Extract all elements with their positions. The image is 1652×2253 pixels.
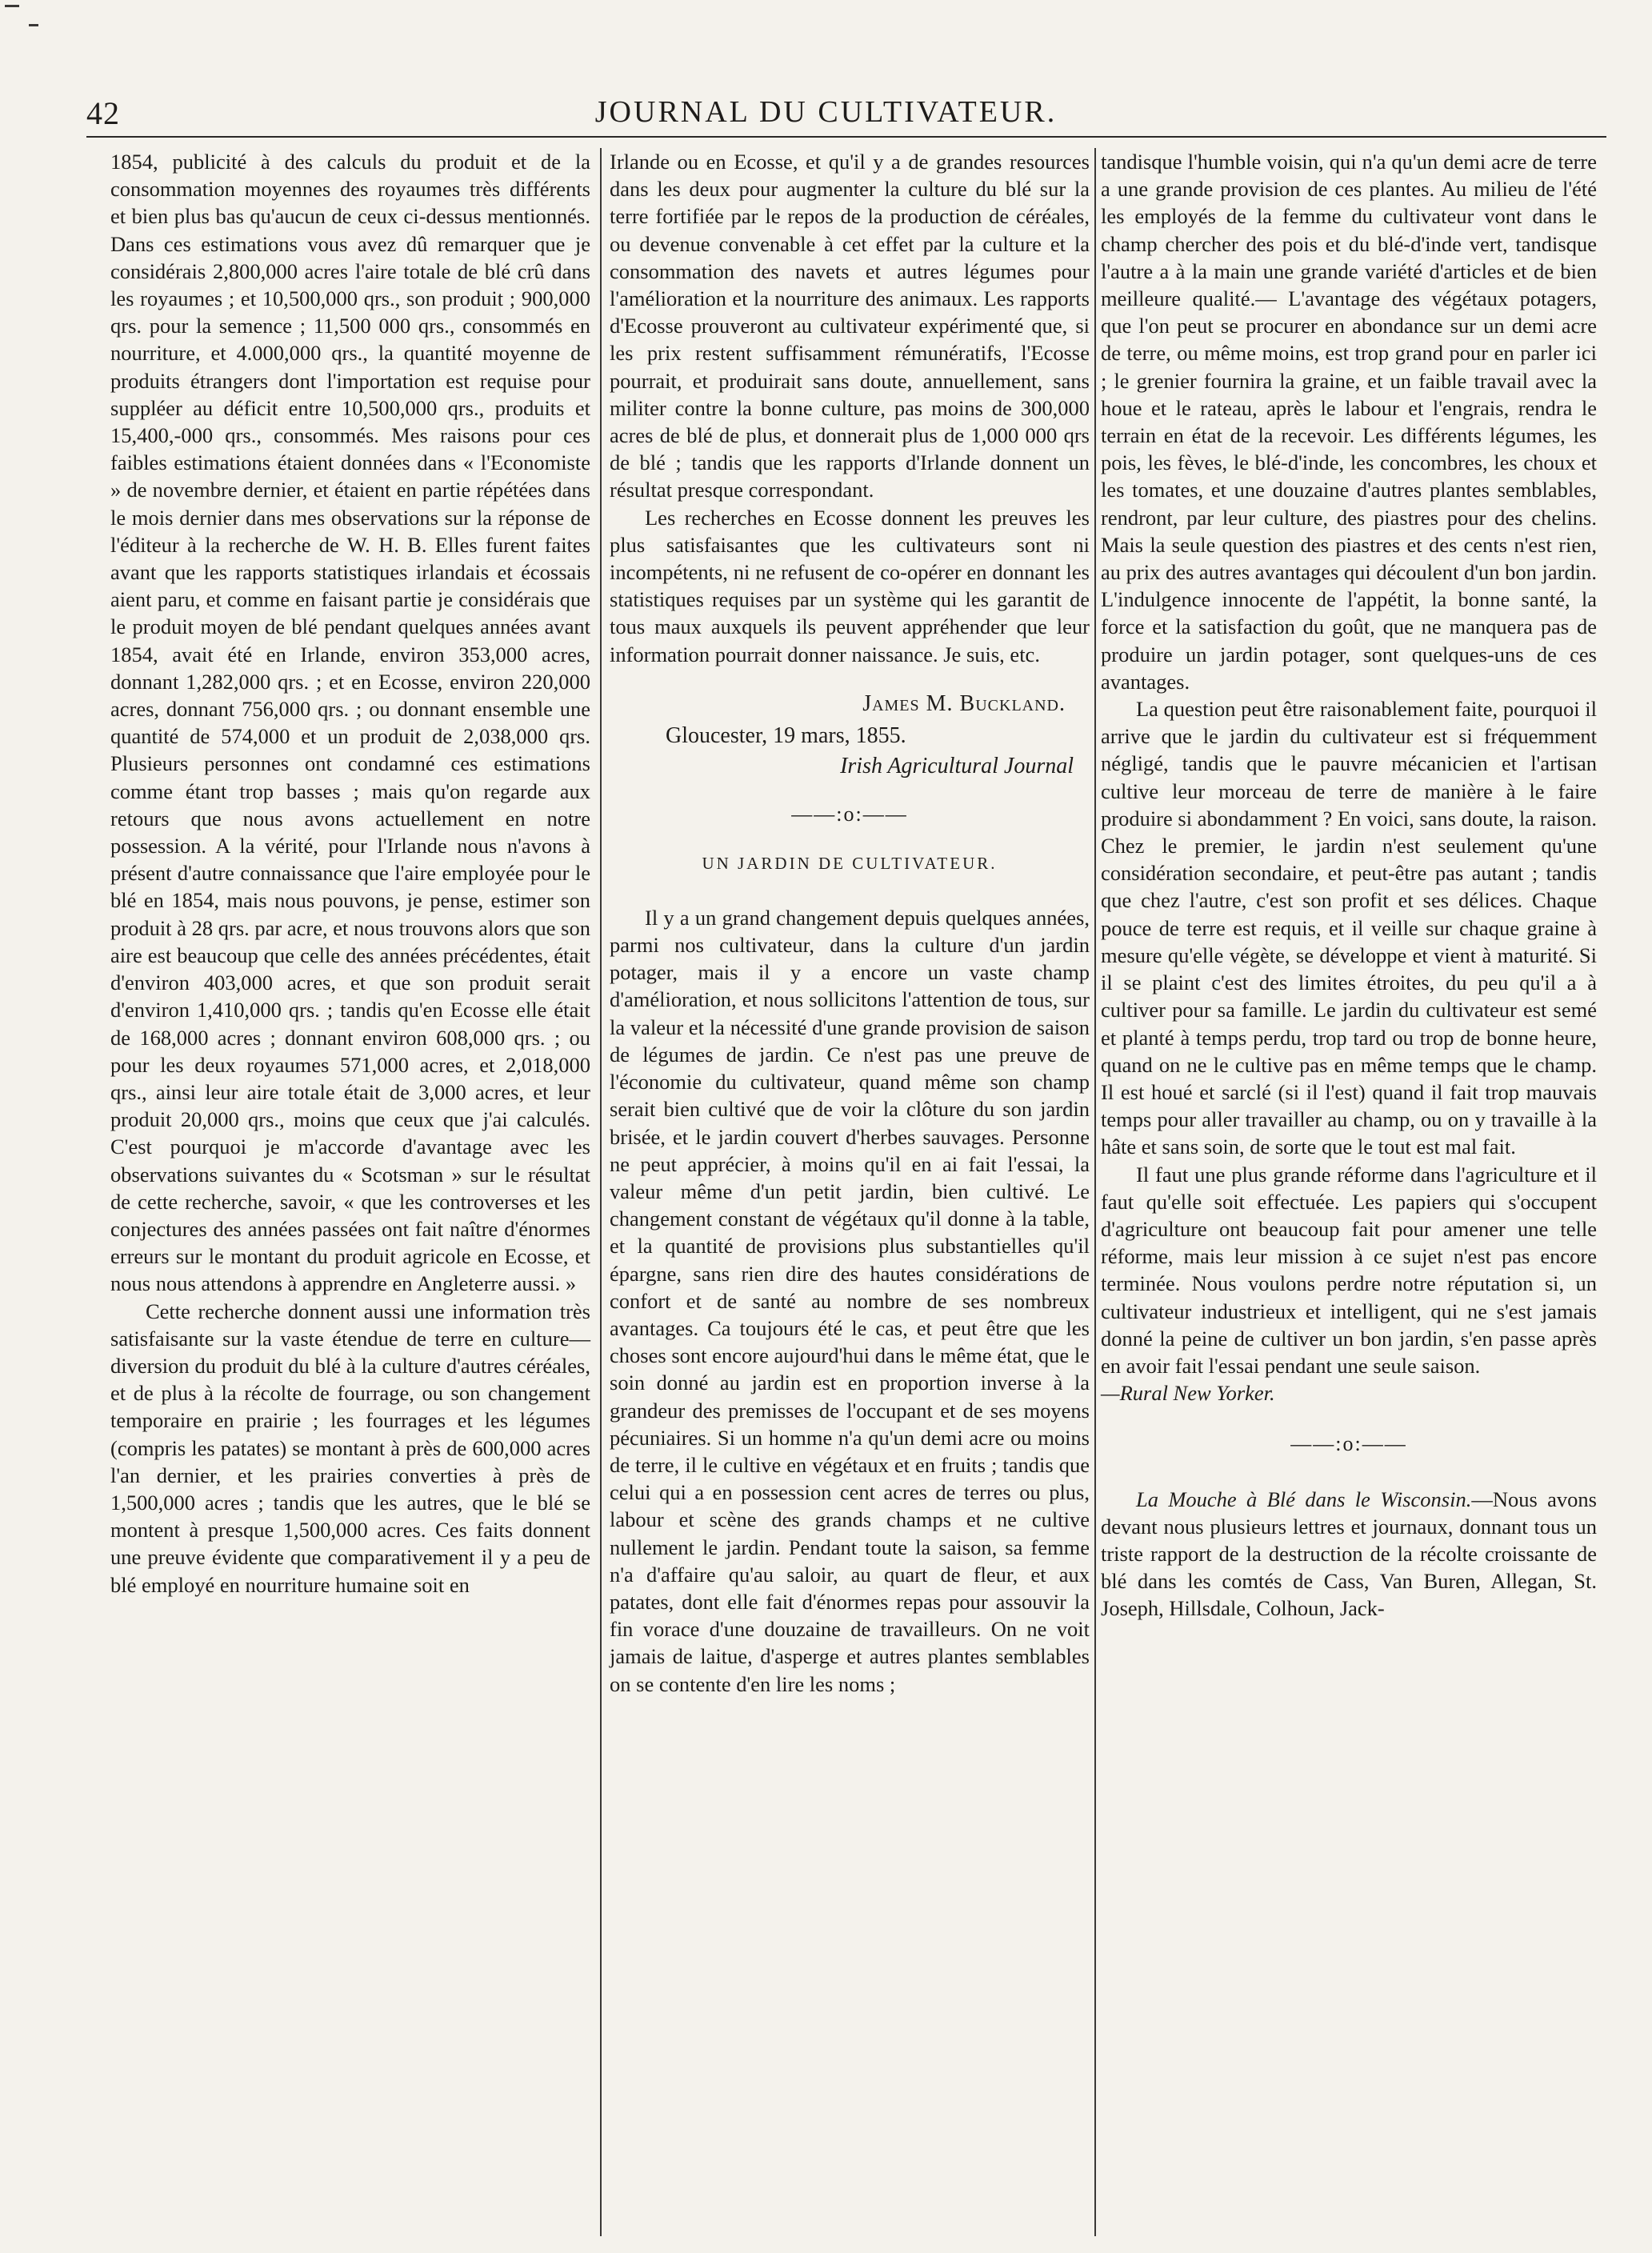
column-rule <box>600 148 602 2236</box>
paragraph: Les recherches en Ecosse donnent les preuves les plus satisfaisantes que les cultivateurs sont ni incompétents, ni ne refusent de co-opérer en donnant les statistiques requises par un système qui les garantit de tous maux auxquels ils peuvent appréhender que leur information pourrait donner naissance. Je suis, etc. <box>610 505 1090 666</box>
paragraph: Il faut une plus grande réforme dans l'agriculture et il faut qu'elle soit effectuée. Les papiers qui s'occupent d'agriculture ont beaucoup fait pour amener une telle réforme, mais leur mission à ce sujet n'est pas encore terminée. Nous voulons perdre notre réputation si, un cultivateur industrieux et intelligent, qui ne s'est jamais donné la peine de cultiver un bon jardin, s'en passe après en avoir fait l'essai pendant une seule saison. <box>1101 1162 1597 1378</box>
column-1 <box>110 148 590 1599</box>
paragraph: Irlande ou en Ecosse, et qu'il y a de grandes resources dans les deux pour augmenter la culture du blé sur la terre fortifiée par le repos de la production de céréales, ou devenue convenable à cet effet par la culture et la consommation des navets et autres légumes pour l'amélioration et la nourriture des animaux. Les rapports d'Ecosse prouveront au cultivateur expérimenté que, si les prix restent suffisamment rémunératifs, l'Ecosse pourrait, et produirait sans doute, annuellement, sans militer contre la bonne culture, pas moins de 300,000 acres de blé de plus, et donnerait plus de 1,000 000 qrs de blé ; tandis que les rapports d'Irlande donnent un résultat presque correspondant. <box>610 150 1090 502</box>
article-heading: UN JARDIN DE CULTIVATEUR. <box>702 853 998 873</box>
header-rule <box>86 136 1606 138</box>
margin-mark <box>5 5 19 7</box>
signature-name: James M. Buckland. <box>862 690 1066 716</box>
section-separator: ——:o:—— <box>1290 1432 1407 1456</box>
article-body: —Nous avons devant nous plusieurs lettres et journaux, donnant tous un triste rapport de la destruction de la récolte croissante de blé dans les comtés de Cass, Van Buren, Allegan, St. Joseph, Hillsdale, Colhoun, Jack- <box>1101 1487 1597 1621</box>
section-separator: ——:o:—— <box>791 802 908 826</box>
margin-mark <box>29 24 38 26</box>
signature-place: Gloucester, 19 mars, 1855. <box>666 723 906 749</box>
page-number: 42 <box>86 95 120 131</box>
article-title: La Mouche à Blé dans le Wisconsin. <box>1136 1487 1472 1511</box>
paragraph: tandisque l'humble voisin, qui n'a qu'un demi acre de terre a une grande provision de ces plantes. Au milieu de l'été les employés de la femme du cultivateur vont dans le champ chercher des pois et du blé-d'inde vert, tandisque l'autre a à la main une grande variété d'articles et de bien meilleure qualité.— L'avantage des végétaux potagers, que l'on peut se procurer en abondance sur un demi acre de terre, ou même moins, est trop grand pour en parler ici ; le grenier fournira la graine, et un faible travail avec la houe et le rateau, après le labour et l'engrais, rendra le terrain en état de la recevoir. Les différents légumes, les pois, les fèves, le blé-d'inde, les concombres, les choux et les tomates, et une douzaine d'autres plantes semblables, rendront, par leur culture, des piastres pour des chelins. Mais la seule question des piastres et des cents n'est rien, au prix des autres avantages qui découlent d'un bon jardin. L'indulgence innocente de l'appétit, la bonne santé, la force et la satisfaction du goût, que ne manquera pas de produire un jardin potager, sont quelques-uns de ces avantages. <box>1101 150 1597 694</box>
article-byline: —Rural New Yorker. <box>1101 1381 1275 1406</box>
paragraph: Il y a un grand changement depuis quelques années, parmi nos cultivateur, dans la culture d'un jardin potager, mais il y a encore un vaste champ d'amélioration, et nous sollicitons l'attention de tous, sur la valeur et la nécessité d'une grande provision de saison de légumes de jardin. Ce n'est pas une preuve de l'économie du cultivateur, quand même son champ serait bien cultivé que de voir la clôture du son jardin brisée, et le jardin couvert d'herbes sauvages. Personne ne peut apprécier, à moins qu'il en ai fait l'essai, la valeur même d'un petit jardin, bien cultivé. Le changement constant de végétaux qu'il donne à la table, et la quantité de provisions plus substantielles qu'il épargne, sans rien dire des hautes considérations de confort et de santé au nombre de ses nombreux avantages. Ca toujours été le cas, et peut être que les choses sont encore aujourd'hui dans le même état, que le soin donné au jardin est en proportion inverse à la grandeur des premisses de l'occupant et de ses moyens pécuniaires. Si un homme n'a qu'un demi acre ou moins de terre, il le cultive en végétaux et en fruits ; tandis que celui qui a en possession cent acres de terres ou plus, labour et scène des grands champs et ne cultive nullement le jardin. Pendant toute la saison, sa femme n'a d'affaire qu'au saloir, au quart de fleur, et aux patates, dont elle fait d'énormes repas pour assouvir la fin vorace d'une douzaine de travailleurs. On ne voit jamais de laitue, d'asperge et autres plantes semblables on se contente d'en lire les noms ; <box>610 905 1090 1696</box>
paragraph: 1854, publicité à des calculs du produit et de la consommation moyennes des royaumes très différents et bien plus bas qu'aucun de ceux ci-dessus mentionnés. Dans ces estimations vous avez dû remarquer que je considérais 2,800,000 acres l'aire totale de blé crû dans les royaumes ; et 10,500,000 qrs., son produit ; 900,000 qrs. pour la semence ; 11,500 000 qrs., consommés en nourriture, et 4.000,000 qrs., la quantité moyenne de produits étrangers dont l'importation est requise pour suppléer au déficit entre 10,500,000 qrs., produits et 15,400,-000 qrs., consommés. Mes raisons pour ces faibles estimations étaient données dans « l'Economiste » de novembre dernier, et étaient en partie répétées dans le mois dernier dans mes observations sur la réponse de l'éditeur à la recherche de W. H. B. Elles furent faites avant que les rapports statistiques irlandais et écossais aient paru, et comme en faisant partie je considérais que le produit moyen de blé pendant quelques années avant 1854, avait été en Irlande, environ 353,000 acres, donnant 1,282,000 qrs. ; et en Ecosse, environ 220,000 acres, donnant 756,000 qrs. ; ou donnant ensemble une quantité de 574,000 et un produit de 2,038,000 qrs. Plusieurs personnes ont condamné ces estimations comme étant trop basses ; mais qu'on regarde aux retours que nous avons actuellement en notre possession. A la vérité, pour l'Irlande nous n'avons à présent d'autre connaissance que l'aire employée pour le blé en 1854, mais nous pouvons, je pense, estimer son produit à 28 qrs. par acre, et nous trouvons alors que son aire est beaucoup que celle des années précédentes, était d'environ 403,000 acres, et que son produit serait d'environ 1,410,000 qrs. ; tandis qu'en Ecosse elle était de 168,000 acres ; donnant environ 608,000 qrs. ; ou pour les deux royaumes 571,000 acres, et 2,018,000 qrs., ainsi leur aire totale était de 3,000 acres, et leur produit 20,000 qrs., moins que ceux que j'ai calculés. C'est pourquoi je m'accorde d'avantage avec les observations suivantes du « Scotsman » sur le résultat de cette recherche, savoir, « que les controverses et les conjectures des années passées ont fait naître d'énormes erreurs sur le montant du produit agricole en Ecosse, et nous nous attendons à apprendre en Angleterre aussi. » <box>110 150 590 1296</box>
signature-source: Irish Agricultural Journal <box>840 754 1074 779</box>
paragraph: Cette recherche donnent aussi une information très satisfaisante sur la vaste étendue de terre en culture—diversion du produit du blé à la culture d'autres céréales, et de plus à la récolte de fourrage, ou son changement temporaire en prairie ; les fourrages et les légumes (compris les patates) se montant à près de 600,000 acres l'an dernier, et les prairies converties à près de 1,500,000 acres ; tandis que les autres, que le blé se montent à presque 1,500,000 acres. Ces faits donnent une preuve évidente que comparativement il y a peu de blé employé en nourriture humaine soit en <box>110 1299 590 1597</box>
column-2 <box>610 148 1090 1698</box>
running-head: JOURNAL DU CULTIVATEUR. <box>594 95 1058 129</box>
column-3 <box>1101 148 1597 1623</box>
paragraph <box>1101 1486 1597 1623</box>
column-rule <box>1094 148 1096 2236</box>
paragraph: La question peut être raisonablement faite, pourquoi il arrive que le jardin du cultivateur est si fréquemment négligé, tandis que le pauvre mécanicien et l'artisan cultive leur morceau de terre de manière à le faire produire si abondamment ? En voici, sans doute, la raison. Chez le premier, le jardin n'est seulement qu'une considération secondaire, et peut-être pas autant ; tandis que chez l'autre, c'est son profit et ses délices. Chaque pouce de terre est requis, et il veille sur chaque graine à mesure qu'elle végète, se développe et vient à maturité. Si il se plaint c'est des limites étroites, du peu qu'il a à cultiver pour sa famille. Le jardin du cultivateur est semé et planté à temps perdu, trop tard ou trop de bonne heure, quand on ne le cultive pas en même temps que le champ. Il est houé et sarclé (si il l'est) quand il fait trop mauvais temps pour aller travailler au champ, ou on y travaille à la hâte et sans soin, de sorte que le tout est mal fait. <box>1101 697 1597 1159</box>
